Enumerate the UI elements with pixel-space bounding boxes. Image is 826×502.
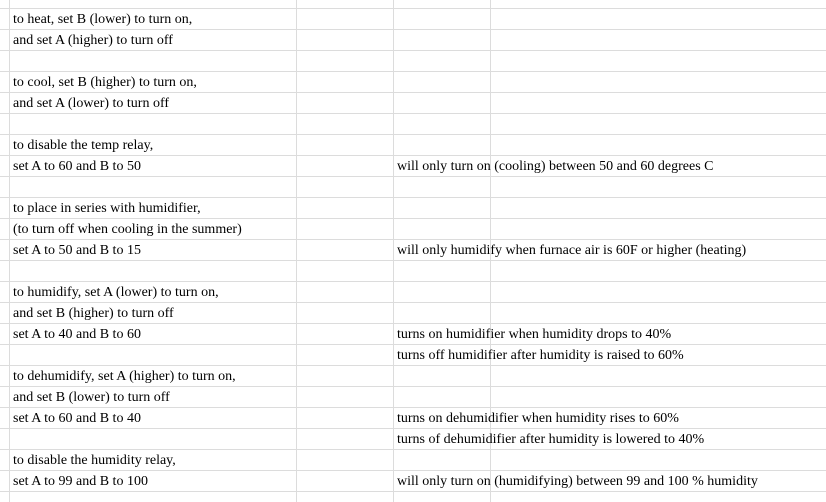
cell-col-a-row-10[interactable]: to place in series with humidifier, bbox=[13, 201, 201, 216]
cell-col-a-row-22[interactable]: to disable the humidity relay, bbox=[13, 453, 176, 468]
cell-col-a-row-19[interactable]: and set B (lower) to turn off bbox=[13, 390, 170, 405]
cell-col-a-row-4[interactable]: to cool, set B (higher) to turn on, bbox=[13, 75, 197, 90]
cell-col-e-row-16[interactable]: turns on humidifier when humidity drops to 40% bbox=[397, 327, 672, 342]
cell-col-e-row-23[interactable]: will only turn on (humidifying) between 99 and 100 % humidity bbox=[397, 474, 758, 489]
cell-col-a-row-11[interactable]: (to turn off when cooling in the summer) bbox=[13, 222, 242, 237]
cell-col-a-row-12[interactable]: set A to 50 and B to 15 bbox=[13, 243, 141, 258]
cell-col-a-row-8[interactable]: set A to 60 and B to 50 bbox=[13, 159, 141, 174]
cell-col-e-row-21[interactable]: turns of dehumidifier after humidity is lowered to 40% bbox=[397, 432, 705, 447]
cell-col-e-row-17[interactable]: turns off humidifier after humidity is raised to 60% bbox=[397, 348, 684, 363]
cell-col-a-row-23[interactable]: set A to 99 and B to 100 bbox=[13, 474, 148, 489]
cell-col-a-row-15[interactable]: and set B (higher) to turn off bbox=[13, 306, 174, 321]
cell-col-a-row-7[interactable]: to disable the temp relay, bbox=[13, 138, 154, 153]
cell-col-a-row-5[interactable]: and set A (lower) to turn off bbox=[13, 96, 170, 111]
cell-col-a-row-18[interactable]: to dehumidify, set A (higher) to turn on, bbox=[13, 369, 236, 384]
cell-col-a-row-2[interactable]: and set A (higher) to turn off bbox=[13, 33, 173, 48]
cell-col-a-row-20[interactable]: set A to 60 and B to 40 bbox=[13, 411, 141, 426]
cell-col-a-row-16[interactable]: set A to 40 and B to 60 bbox=[13, 327, 141, 342]
cell-col-e-row-12[interactable]: will only humidify when furnace air is 60F or higher (heating) bbox=[397, 243, 747, 258]
cell-col-a-row-1[interactable]: to heat, set B (lower) to turn on, bbox=[13, 12, 193, 27]
cell-col-e-row-8[interactable]: will only turn on (cooling) between 50 and 60 degrees C bbox=[397, 159, 714, 174]
cell-col-e-row-20[interactable]: turns on dehumidifier when humidity rises to 60% bbox=[397, 411, 679, 426]
cell-col-a-row-14[interactable]: to humidify, set A (lower) to turn on, bbox=[13, 285, 219, 300]
